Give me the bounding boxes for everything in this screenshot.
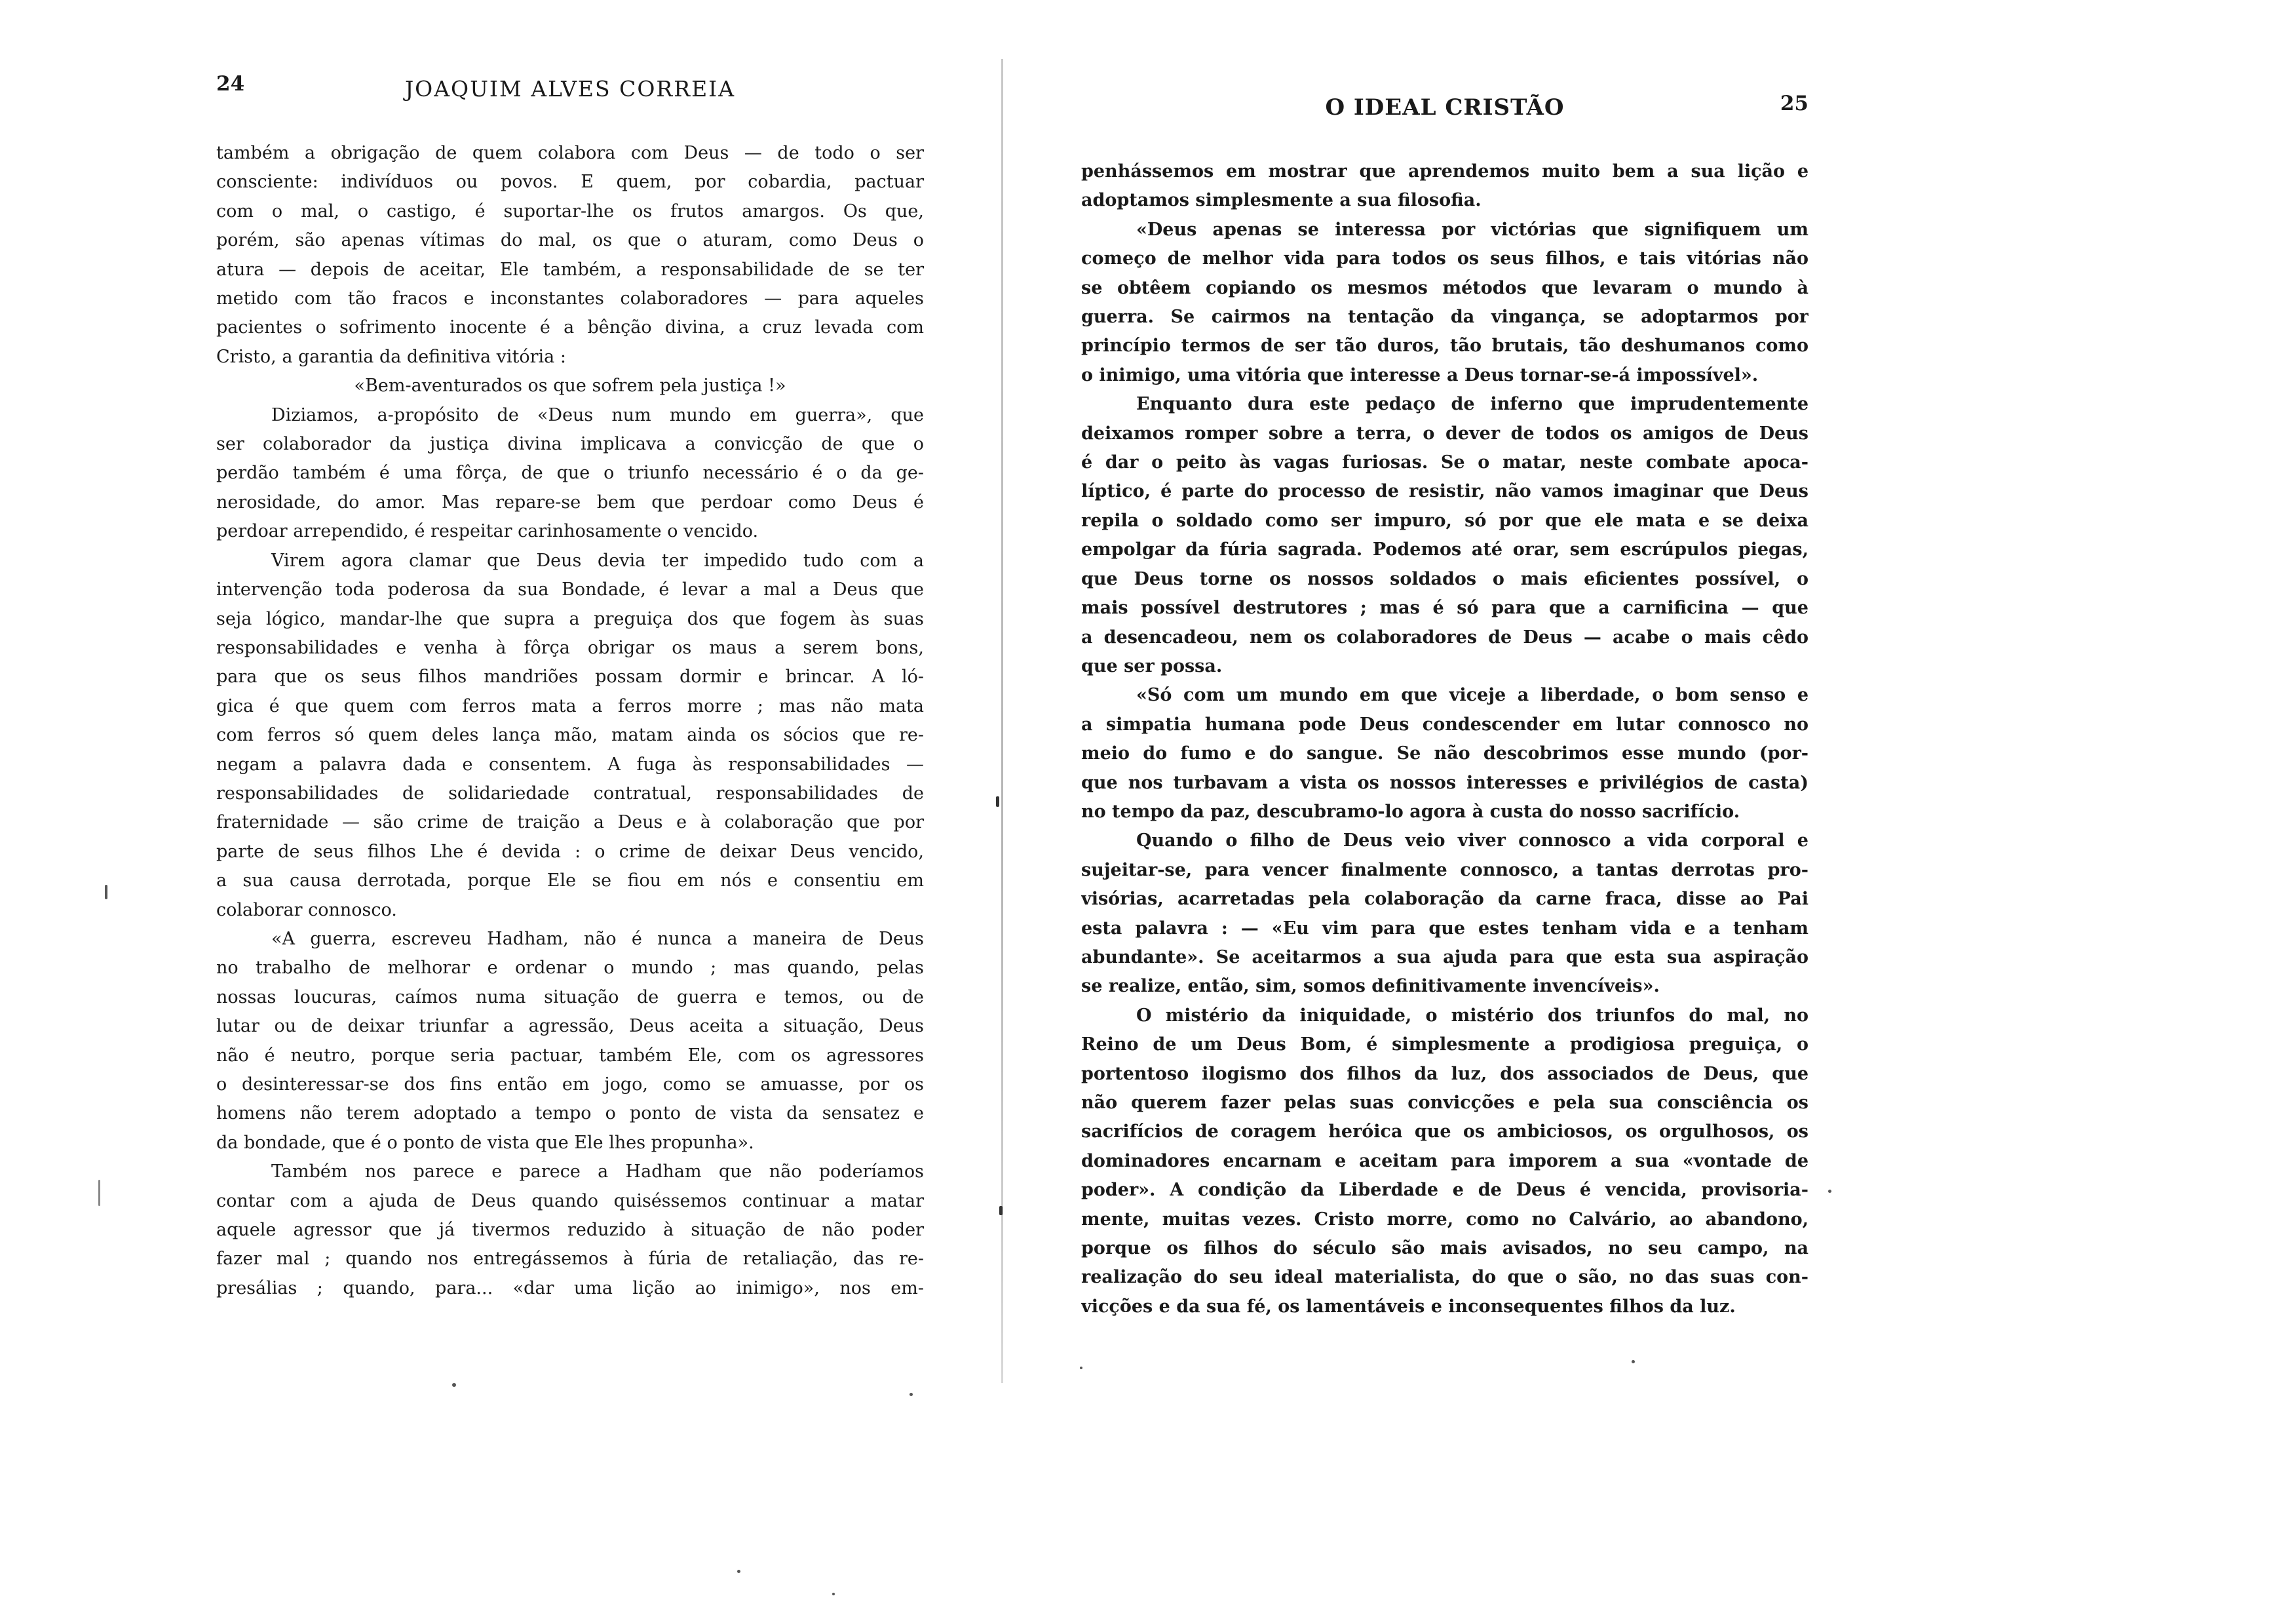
text-line: a sua causa derrotada, porque Ele se fiou em nós e consentiu em: [216, 870, 924, 891]
text-line: contar com a ajuda de Deus quando quiséssemos continuar a matar: [216, 1190, 924, 1211]
text-line: presálias ; quando, para... «dar uma lição ao inimigo», nos em-: [216, 1277, 924, 1298]
text-line: intervenção toda poderosa da sua Bondade, é levar a mal a Deus que: [216, 579, 924, 600]
text-line: a simpatia humana pode Deus condescender em lutar connosco no: [1081, 714, 1808, 735]
text-line: no tempo da paz, descubramo-lo agora à custa do nosso sacrifício.: [1081, 801, 1740, 822]
scan-speck: [105, 885, 107, 899]
scan-speck: [999, 1206, 1003, 1215]
text-line: dominadores encarnam e aceitam para imporem a sua «vontade de: [1081, 1150, 1808, 1171]
text-line: «Deus apenas se interessa por victórias que signifiquem um: [1136, 219, 1808, 240]
text-line: Enquanto dura este pedaço de inferno que imprudentemente: [1136, 394, 1808, 415]
text-line: nerosidade, do amor. Mas repare-se bem que perdoar como Deus é: [216, 492, 924, 513]
left-page: [216, 0, 924, 1615]
text-line: O mistério da iniquidade, o mistério dos triunfos do mal, no: [1136, 1005, 1808, 1026]
text-line: líptico, é parte do processo de resistir, não vamos imaginar que Deus: [1081, 481, 1808, 502]
text-line: no trabalho de melhorar e ordenar o mundo ; mas quando, pelas: [216, 958, 924, 979]
right-page-header: [1081, 72, 1808, 121]
text-line: portentoso ilogismo dos filhos da luz, dos associados de Deus, que: [1081, 1063, 1808, 1084]
text-line: vicções e da sua fé, os lamentáveis e inconsequentes filhos da luz.: [1081, 1296, 1736, 1317]
text-line: «Só com um mundo em que viceje a liberdade, o bom senso e: [1136, 685, 1808, 706]
text-line: poder». A condição da Liberdade e de Deus é vencida, provisoria-: [1081, 1180, 1808, 1201]
text-line: porém, são apenas vítimas do mal, os que o aturam, como Deus o: [216, 230, 924, 251]
text-line: nossas loucuras, caímos numa situação de guerra e temos, ou de: [216, 986, 924, 1007]
text-line: também a obrigação de quem colabora com Deus — de todo o ser: [216, 143, 924, 163]
text-line: pacientes o sofrimento inocente é a bênção divina, a cruz levada com: [216, 317, 924, 338]
scan-speck: [909, 1393, 913, 1396]
scan-speck: [1080, 1367, 1082, 1369]
scan-speck: [98, 1180, 100, 1206]
text-line: mente, muitas vezes. Cristo morre, como no Calvário, ao abandono,: [1081, 1209, 1808, 1230]
text-line: seja lógico, mandar-lhe que supra a preguiça dos que fogem às suas: [216, 608, 924, 629]
text-line: se realize, então, sim, somos definitivamente invencíveis».: [1081, 976, 1660, 997]
text-line: deixamos romper sobre a terra, o dever de todos os amigos de Deus: [1081, 423, 1808, 444]
text-line: homens não terem adoptado a tempo o ponto de vista da sensatez e: [216, 1103, 924, 1124]
right-page-body: [1081, 157, 1808, 1321]
text-line: responsabilidades e venha à fôrça obrigar os maus a serem bons,: [216, 637, 924, 658]
text-line: da bondade, que é o ponto de vista que Ele lhes propunha».: [216, 1132, 754, 1153]
text-line: parte de seus filhos Lhe é devida : o crime de deixar Deus vencido,: [216, 841, 924, 862]
text-line: sacrifícios de coragem heróica que os ambiciosos, os orgulhosos, os: [1081, 1121, 1808, 1142]
text-line: meio do fumo e do sangue. Se não descobrimos esse mundo (por-: [1081, 743, 1808, 764]
scan-speck: [452, 1383, 456, 1387]
text-line: fraternidade — são crime de traição a Deus e à colaboração que por: [216, 812, 924, 833]
text-line: gica é que quem com ferros mata a ferros morre ; mas não mata: [216, 695, 924, 716]
text-line: que Deus torne os nossos soldados o mais eficientes possível, o: [1081, 568, 1808, 589]
text-line: Quando o filho de Deus veio viver connosco a vida corporal e: [1136, 830, 1808, 851]
text-line: consciente: indivíduos ou povos. E quem, por cobardia, pactuar: [216, 172, 924, 193]
text-line: começo de melhor vida para todos os seus filhos, e tais vitórias não: [1081, 248, 1808, 269]
text-line: sujeitar-se, para vencer finalmente connosco, a tantas derrotas pro-: [1081, 859, 1808, 880]
text-line: é dar o peito às vagas furiosas. Se o matar, neste combate apoca-: [1081, 452, 1808, 473]
text-line: atura — depois de aceitar, Ele também, a responsabilidade de se ter: [216, 259, 924, 280]
scan-speck: [832, 1593, 835, 1595]
right-page: [1081, 0, 1808, 1615]
text-line: aquele agressor que já tivermos reduzido à situação de não poder: [216, 1220, 924, 1241]
text-line: lutar ou de deixar triunfar a agressão, Deus aceita a situação, Deus: [216, 1016, 924, 1037]
scan-speck: [737, 1570, 740, 1573]
text-line: o desinteressar-se dos fins então em jogo, como se amuasse, por os: [216, 1074, 924, 1095]
left-running-head: JOAQUIM ALVES CORREIA: [404, 76, 736, 102]
text-line: a desencadeou, nem os colaboradores de Deus — acabe o mais cêdo: [1081, 627, 1808, 648]
left-page-number: 24: [216, 72, 245, 96]
scan-speck: [996, 796, 999, 807]
text-line: que nos turbavam a vista os nossos interesses e privilégios de casta): [1081, 772, 1808, 793]
text-line: «Bem-aventurados os que sofrem pela justiça !»: [354, 376, 786, 397]
text-line: empolgar da fúria sagrada. Podemos até orar, sem escrúpulos piegas,: [1081, 539, 1808, 560]
right-running-head: O IDEAL CRISTÃO: [1325, 94, 1565, 121]
text-line: que ser possa.: [1081, 655, 1223, 676]
text-line: Também nos parece e parece a Hadham que não poderíamos: [271, 1161, 924, 1182]
left-page-header: [216, 72, 924, 111]
book-gutter: [1001, 59, 1003, 1383]
left-page-body: [216, 139, 924, 1303]
text-line: adoptamos simplesmente a sua filosofia.: [1081, 190, 1482, 211]
scan-speck: [1632, 1360, 1635, 1363]
text-line: repila o soldado como ser impuro, só por que ele mata e se deixa: [1081, 510, 1808, 531]
text-line: guerra. Se cairmos na tentação da vingança, se adoptarmos por: [1081, 307, 1808, 328]
text-line: visórias, acarretadas pela colaboração da carne fraca, disse ao Pai: [1081, 889, 1808, 910]
text-line: abundante». Se aceitarmos a sua ajuda para que esta sua aspiração: [1081, 946, 1808, 967]
text-line: com o mal, o castigo, é suportar-lhe os frutos amargos. Os que,: [216, 201, 924, 222]
text-line: não é neutro, porque seria pactuar, também Ele, com os agressores: [216, 1045, 924, 1066]
text-line: porque os filhos do século são mais avisados, no seu campo, na: [1081, 1238, 1808, 1259]
text-line: princípio termos de ser tão duros, tão brutais, tão deshumanos como: [1081, 336, 1808, 357]
text-line: penhássemos em mostrar que aprendemos muito bem a sua lição e: [1081, 161, 1808, 182]
text-line: esta palavra : — «Eu vim para que estes tenham vida e a tenham: [1081, 918, 1808, 939]
text-line: Virem agora clamar que Deus devia ter impedido tudo com a: [271, 550, 924, 571]
text-line: colaborar connosco.: [216, 899, 397, 920]
scan-speck: [1828, 1190, 1831, 1193]
text-line: Cristo, a garantia da definitiva vitória :: [216, 346, 566, 367]
text-line: responsabilidades de solidariedade contratual, responsabilidades de: [216, 783, 924, 804]
text-line: com ferros só quem deles lança mão, matam ainda os sócios que re-: [216, 725, 924, 746]
text-line: o inimigo, uma vitória que interesse a Deus tornar-se-á impossível».: [1081, 364, 1759, 385]
text-line: fazer mal ; quando nos entregássemos à fúria de retaliação, das re-: [216, 1249, 924, 1270]
text-line: metido com tão fracos e inconstantes colaboradores — para aqueles: [216, 288, 924, 309]
text-line: perdoar arrependido, é respeitar carinhosamente o vencido.: [216, 521, 759, 542]
text-line: não querem fazer pelas suas convicções e pela sua consciência os: [1081, 1093, 1808, 1113]
text-line: ser colaborador da justiça divina implicava a convicção de que o: [216, 434, 924, 455]
text-line: mais possível destrutores ; mas é só para que a carnificina — que: [1081, 598, 1808, 619]
text-line: para que os seus filhos mandriões possam dormir e brincar. A ló-: [216, 667, 924, 688]
text-line: Diziamos, a-propósito de «Deus num mundo em guerra», que: [271, 404, 924, 425]
text-line: Reino de um Deus Bom, é simplesmente a prodigiosa preguiça, o: [1081, 1034, 1808, 1055]
text-line: negam a palavra dada e consentem. A fuga às responsabilidades —: [216, 754, 924, 775]
text-line: se obtêem copiando os mesmos métodos que levaram o mundo à: [1081, 277, 1808, 298]
text-line: «A guerra, escreveu Hadham, não é nunca a maneira de Deus: [271, 928, 924, 949]
text-line: realização do seu ideal materialista, do que o são, no das suas con-: [1081, 1267, 1808, 1288]
right-page-number: 25: [1780, 92, 1808, 115]
text-line: perdão também é uma fôrça, de que o triunfo necessário é o da ge-: [216, 463, 924, 484]
